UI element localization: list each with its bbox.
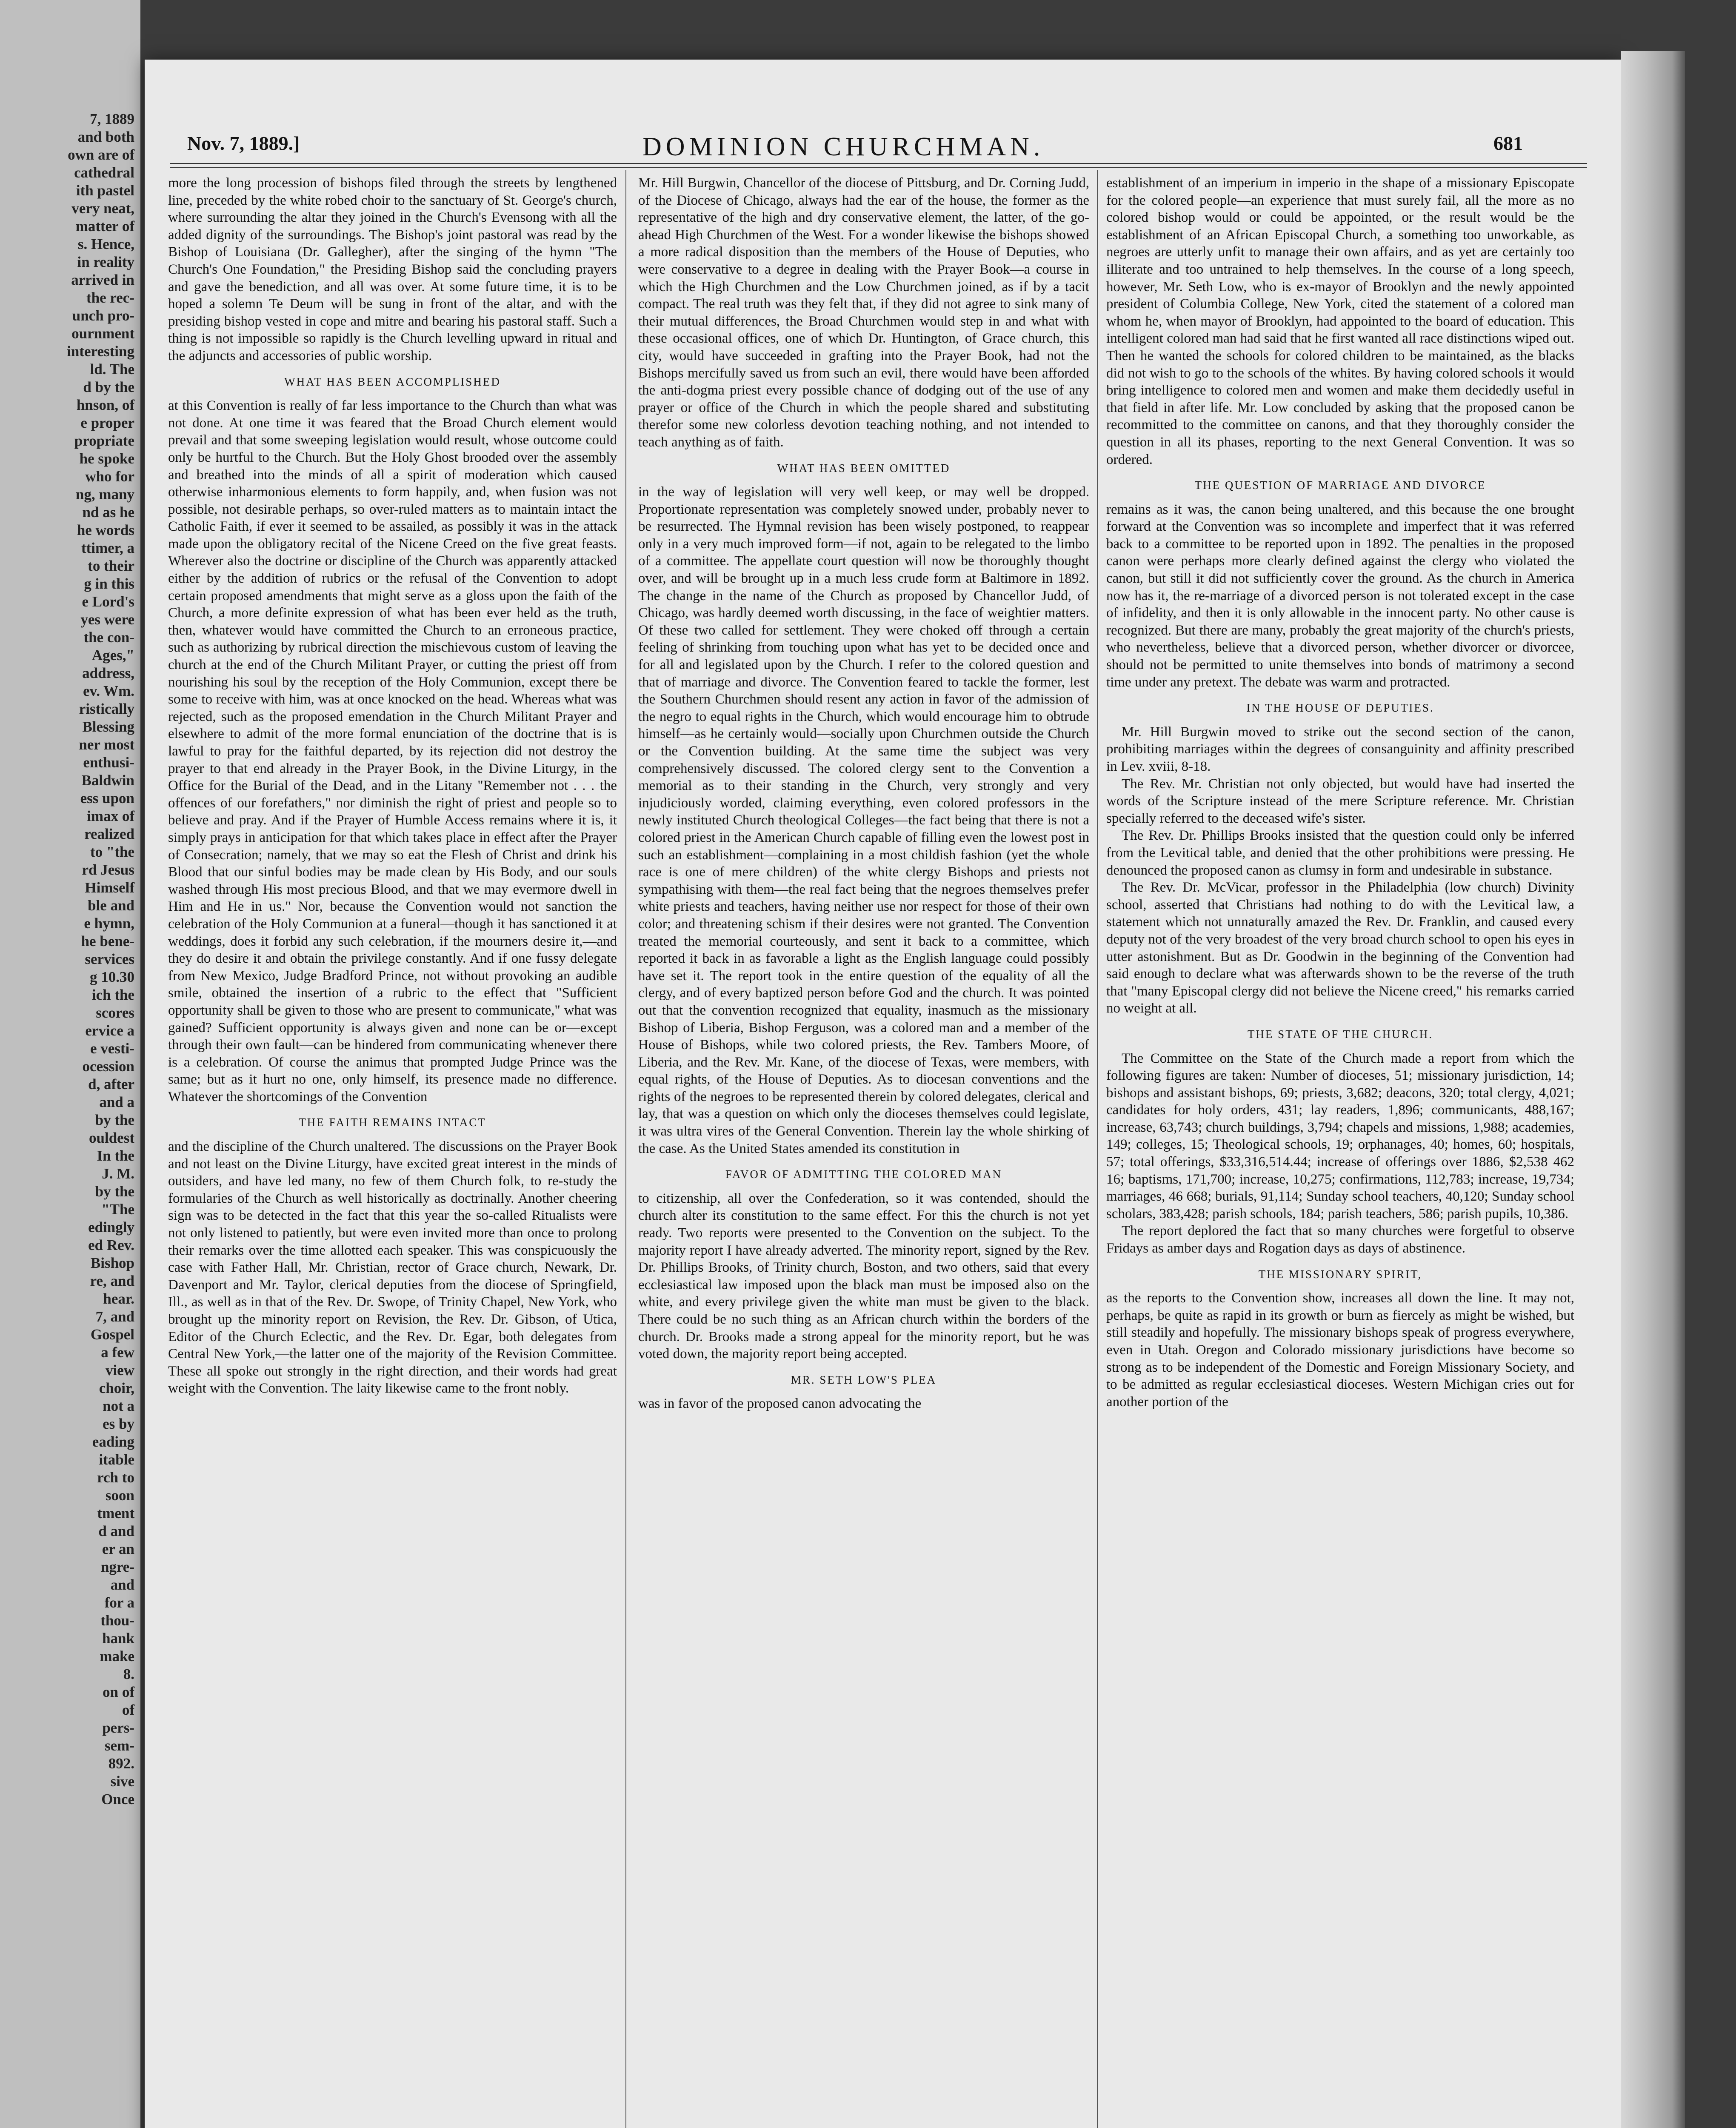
page-edge [1621,51,1685,2128]
header-rule [170,163,1587,164]
margin-fragment: er an [102,1541,134,1557]
column-divider [625,170,626,2128]
article-paragraph: Mr. Hill Burgwin, Chancellor of the diocese of Pittsburg, and Dr. Corning Judd, of the Diocese of Chicago, always had the ear of the house, the former as the representative of the high and dry conservative element, the latter, of the go-ahead High Churchmen of the West. For a wonder likewise the bishops showed a more radical disposition than the members of the House of Deputies, who were conservative to a degree in dealing with the Prayer Book—a course in which the High Churchmen and the Low Churchmen joined, as if by a tacit compact. The real truth was they felt that, if they did not agree to sink many of their mutual differences, the Broad Churchmen would step in and what with these occasional offices, one of which Dr. Huntington, of Grace church, this city, would have succeeded in grafting into the Prayer Book, had not the Bishops mercifully saved us from such an evil, there would have been afforded the anti-dogma priest every possible chance of dodging out of the use of any prayer or office of the Church in which the people shared and substituting therefor some new colorless devotion teaching nothing, and not intended to teach anything as of faith. [638,175,1089,450]
margin-fragment: 8. [123,1666,134,1682]
margin-fragment: itable [99,1451,134,1468]
margin-fragment: unch pro- [72,307,134,324]
margin-fragment: ngre- [100,1559,134,1575]
section-heading: THE STATE OF THE CHURCH. [1247,1027,1433,1041]
column-3 [1106,174,1574,2128]
margin-fragment: by the [95,1112,134,1128]
margin-fragment: s. Hence, [77,236,134,252]
margin-fragment: matter of [75,218,134,235]
margin-fragment: not a [103,1398,134,1414]
margin-fragment: sem- [105,1737,134,1754]
article-paragraph: The Rev. Dr. Phillips Brooks insisted that the question could only be inferred from the Levitical table, and denied that the other prohibitions were pressing. He denounced the proposed canon as clumsy in form and undesirable in substance. [1106,828,1574,878]
header-rule-thin [170,167,1587,168]
margin-fragment: he spoke [79,450,134,467]
margin-fragment: realized [84,826,134,842]
margin-fragment: ich the [91,987,134,1003]
margin-fragment: rch to [97,1469,134,1486]
margin-fragment: enthusi- [83,754,134,771]
margin-fragment: make [100,1648,134,1665]
margin-fragment: e hymn, [84,915,134,932]
margin-fragment: nd as he [82,504,134,521]
margin-fragment: es by [103,1416,134,1432]
margin-fragment: soon [105,1487,134,1504]
margin-fragment: pers- [102,1719,134,1736]
section-heading: THE QUESTION OF MARRIAGE AND DIVORCE [1194,479,1486,492]
margin-fragment: own are of [68,146,134,163]
margin-fragment: ttimer, a [81,540,134,556]
margin-fragment: ev. Wm. [83,683,134,699]
article-paragraph: in the way of legislation will very well keep, or may well be dropped. Proportionate representation was completely snowed under, probably never to be resurrected. The Hymnal revision has been wisely postponed, to reappear only in a very much improved form—if not, again to be relegated to the limbo of a committee. The appellate court question will now be thoroughly thought over, and will be brought up in a much less crude form at Baltimore in 1892. The change in the name of the Church as proposed by Chancellor Judd, of Chicago, was hardly deemed worth discussing, in the face of weightier matters. Of these two called for settlement. They were choked off through a certain feeling of shrinking from touching upon what has yet to be decided once and for all and legislated upon by the Church. I refer to the colored question and that of marriage and divorce. The Convention feared to tackle the former, lest the Southern Churchmen should resent any action in favor of the admission of the negro to equal rights in the Church, which would encourage him to obtrude himself—as he certainly would—socially upon Churchmen outside the Church or the Convention building. At the same time the subject was very comprehensively discussed. The colored clergy sent to the Convention a memorial as to their standing in the Church, very strongly and very injudiciously worded, claiming everything, even colored professors in the newly instituted Church theological Colleges—the fact being that there is not a colored priest in the American Church capable of filling even the lowest post in such an establishment—complaining in a most childish fashion (yet the whole race is one of mere children) of the white clergy Bishops and priests not sympathising with them—the real fact being that the negroes themselves prefer white priests and teachers, having neither use nor respect for those of their own color; and threatening schism if their desires were not granted. The Convention treated the memorial courteously, and sent it back to a committee, which reported it back in as favorable a light as the English language could possibly have set it. The report took in the entire question of the equality of all the clergy, and of every baptized person before God and the church. It was pointed out that the convention recognized that equality, inasmuch as the missionary Bishop of Liberia, Bishop Ferguson, was a colored man and a member of the House of Bishops, while two colored priests, the Rev. Tambers Moore, of Liberia, and the Rev. Mr. Kane, of the diocese of Texas, were members, with equal rights, of the House of Deputies. As to diocesan conventions and the rights of the negroes to be represented therein by colored delegates, clerical and lay, that was a question on which only the dioceses themselves could legislate, it was ultra vires of the General Convention. Therein lay the whole shirking of the case. As the United States amended its constitution in [638,484,1089,1156]
article-paragraph: as the reports to the Convention show, increases all down the line. It may not, perhaps, be quite as rapid in its growth or burn as fiercely as might be wished, but still steadily and hopefully. The missionary bishops speak of progress everywhere, even in Utah. Oregon and Colorado missionary jurisdictions have become so strong as to be independent of the Domestic and Foreign Missionary Society, and to be admitted as regular ecclesiastical dioceses. Western Michigan cries out for another portion of the [1106,1290,1574,1410]
margin-fragment: "The [101,1201,134,1218]
margin-fragment: scores [96,1004,134,1021]
margin-fragment: very neat, [71,200,134,217]
article-paragraph: The Rev. Mr. Christian not only objected, but would have had inserted the words of the Scripture instead of the mere Scripture reference. Mr. Christian specially referred to the deceased wife's sister. [1106,776,1574,826]
margin-fragment: ervice a [85,1022,134,1039]
margin-fragment: he bene- [81,933,134,950]
margin-fragment: sive [110,1773,134,1790]
issue-date: Nov. 7, 1889.] [187,132,300,154]
margin-fragment: the rec- [86,289,134,306]
margin-fragment: ess upon [80,790,134,807]
margin-fragment: d and [98,1523,134,1539]
margin-fragment: 7, 1889 [90,111,134,127]
margin-fragment: and a [99,1094,134,1110]
article-paragraph: at this Convention is really of far less importance to the Church than what was not done. At one time it was feared that the Broad Church element would prevail and that some sweeping legislation would result, whose outcome could only be hurtful to the Church. But the Holy Ghost brooded over the assembly and breathed into the minds of all a spirit of moderation which caused otherwise inharmonious elements to form happily, and, when fusion was not possible, not desirable perhaps, so over-ruled matters as to maintain intact the Catholic Faith, if ever it seemed to be assailed, as possibly it was in the attack made upon the obligatory recital of the Nicene Creed on the five great feasts. Wherever also the doctrine or discipline of the Church was apparently attacked either by the addition of rubrics or the refusal of the Convention to adopt certain proposed amendments that might serve as a gloss upon the faith of the Church, a more definite expression of what has been ever held as the truth, then, whatever would have committed the Church to an erroneous practice, such as authorizing by rubrical direction the mischievous custom of leaving the church at the end of the Church Militant Prayer, or cutting the priest off from nourishing his soul by the reception of the Holy Communion, except there be some to receive with him, was at once knocked on the head. Whereas what was rejected, such as the proposed emendation in the Church Militant Prayer and elsewhere to admit of the more formal enunciation of the doctrine that is is lawful to pray for the faithful departed, by its rejection did not destroy the prayer to that end already in the Prayer Book, in the Divine Liturgy, in the Office for the Burial of the Dead, and in the Litany "Remember not . . . the offences of our forefathers," nor diminish the right of priest and people so to believe and pray. And if the Prayer of Humble Access remains where it is, it simply prays in anticipation for that which takes place in effect after the Prayer of Consecration; namely, that we may so eat the Flesh of Christ and drink his Blood that our sinful bodies may be made clean by His Body, and our souls washed through His most precious Blood, and that we may evermore dwell in Him and He in us." Nor, because the Convention would not sanction the celebration of the Holy Communion at a funeral—though it has sanctioned it at weddings, does it forbid any such celebration, if the mourners desire it,—and they do desire it and obtain the privilege constantly. And if one fussy delegate from New Mexico, Judge Bradford Prince, not without provoking an audible smile, obtained the insertion of a rubric to the effect that "Sufficient opportunity shall be given to those who are present to communicate," what was gained? Sufficient opportunity is always given and none can be or—except through their own fault—can be hindered from communicating whenever there is a celebration. Of course the animus that prompted Judge Prince was the same; but as it hurt no one, only himself, its presence made no difference. Whatever the shortcomings of the Convention [168,398,617,1104]
margin-fragment: by the [95,1183,134,1200]
article-paragraph: more the long procession of bishops filed through the streets by lengthened line, preceded by the white robed choir to the sanctuary of St. George's church, where surrounding the altar they joined in the Church's Evensong with all the added dignity of the surroundings. The Bishop's joint pastoral was read by the Bishop of Louisiana (Dr. Gallegher), after the singing of the hymn "The Church's One Foundation," the Presiding Bishop said the concluding prayers and gave the benediction, and all was over. At some future time, it is to be hoped a solemn Te Deum will be sung in front of the altar, and with the presiding bishop vested in cope and mitre and bearing his pastoral staff. Such a thing is not impossible so rapidly is the Church levelling upward in ritual and the adjuncts and accessories of public worship. [168,175,617,363]
article-paragraph: The report deplored the fact that so many churches were forgetful to observe Fridays as amber days and Rogation days as days of abstinence. [1106,1223,1574,1256]
article-paragraph: was in favor of the proposed canon advocating the [638,1396,922,1412]
margin-fragment: propriate [74,432,134,449]
margin-fragment: ble and [88,897,134,914]
margin-fragment: g 10.30 [90,969,134,985]
margin-fragment: e proper [80,415,134,431]
article-paragraph: The Committee on the State of the Church made a report from which the following figures are taken: Number of dioceses, 51; missionary jurisdiction, 14; bishops and assistant bishops, 69; priests, 3,682; deacons, 320; total clergy, 4,021; candidates for holy orders, 431; lay readers, 1,896; communicants, 488,167; increase, 63,743; church buildings, 3,794; chapels and missions, 1,988; academies, 149; colleges, 15; Theological schools, 19; orphanages, 40; homes, 60; hospitals, 57; total offerings, $33,316,514.44; increase of offerings over 1886, $2,538 462 16; baptisms, 171,700; increase, 10,275; confirmations, 112,783; increase, 19,734; marriages, 46 668; burials, 91,114; Sunday school teachers, 40,120; Sunday school scholars, 383,428; parish schools, 184; parish teachers, 586; parish pupils, 10,386. [1106,1050,1574,1221]
article-paragraph: remains as it was, the canon being unaltered, and this because the one brought forward at the Convention was so incomplete and imperfect that it was referred back to a committee to be reported upon in 1892. The penalties in the proposed canon were perhaps more clearly defined against the clergy who violated the canon, but still it did not sufficiently cover the ground. As the church in America now has it, the re-marriage of a divorced person is not tolerated except in the case of infidelity, and then it is only allowable in the innocent party. No other cause is recognized. But there are many, probably the great majority of the church's priests, who nevertheless, believe that a divorced person, whether divorcer or divorcee, should not be permitted to unite themselves into bonds of matrimony a second time under any pretext. The debate was warm and protracted. [1106,501,1574,690]
margin-fragment: thou- [100,1612,134,1629]
article-paragraph: to citizenship, all over the Confederation, so it was contended, should the church alter its constitution to the same effect. For this the church is not yet ready. Two reports were presented to the Convention on the subject. To the majority report I have already adverted. The minority report, signed by the Rev. Dr. Phillips Brooks, of Trinity church, Boston, and two others, said that every ecclesiastical law imposed upon the black man must be imposed also on the white, and every privilege given the white man must be given to the black. There could be no such thing as an African church within the borders of the church. Dr. Brooks made a strong appeal for the minority report, but he was voted down, the majority report being accepted. [638,1190,1089,1362]
margin-fragment: hnson, of [76,397,134,413]
margin-fragment: edingly [88,1219,134,1236]
margin-fragment: of [122,1702,134,1718]
margin-fragment: ith pastel [76,182,134,199]
adjacent-page-strip [0,0,140,2128]
newspaper-page [145,60,1621,2128]
margin-fragment: re, and [90,1273,134,1289]
margin-fragment: Blessing [82,718,134,735]
margin-fragment: In the [97,1147,134,1164]
margin-fragment: ed Rev. [88,1237,134,1253]
article-paragraph: and the discipline of the Church unaltered. The discussions on the Prayer Book and not least on the Divine Liturgy, have excited great interest in the minds of outsiders, and have led many, no few of them Church folk, to re-study the formularies of the Church as well historically as doctrinally. Another cheering sign was to be detected in the fact that this year the so-called Ritualists were not only listened to patiently, but were even invited more than once to prolong their remarks over the time allotted each speaker. This was conspicuously the case with Father Hall, Mr. Christian, rector of Grace church, Newark, Dr. Davenport and Mr. Taylor, clerical deputies from the diocese of Springfield, Ill., as well as in that of the Rev. Dr. Swope, of Trinity Chapel, New York, who brought up the minority report on Revision, the Rev. Dr. Gibson, of Utica, Editor of the Church Eclectic, and the Rev. Dr. Egar, both delegates from Central New York,—the latter one of the majority of the Revision Committee. These all spoke out strongly in the right direction, and their words had great weight with the Convention. The laity likewise came to the front nobly. [168,1139,617,1396]
margin-fragment: services [85,951,134,967]
margin-fragment: hear. [103,1290,134,1307]
margin-fragment: and both [77,129,134,145]
section-heading: WHAT HAS BEEN OMITTED [777,461,951,475]
section-heading: THE MISSIONARY SPIRIT, [1258,1267,1422,1281]
section-heading: FAVOR OF ADMITTING THE COLORED MAN [725,1168,1002,1181]
article-paragraph: establishment of an imperium in imperio in the shape of a missionary Episcopate for the colored people—an experience that must surely fail, all the more as no colored bishop would or could be appointed, or the result would be the establishment of an African Episcopal Church, a something too unworkable, as negroes are utterly unfit to manage their own affairs, and as yet are certainly too illiterate and too untrained to help themselves. In the course of a long speech, however, Mr. Seth Low, who is ex-mayor of Brooklyn and the newly appointed president of Columbia College, New York, cited the statement of a colored man whom he, when mayor of Brooklyn, had appointed to the board of education. This intelligent colored man had said that he first wanted all race distinctions wiped out. Then he wanted the schools for colored children to be maintained, as the blacks did not wish to go to the schools of the whites. By having colored schools it would bring intelligence to colored men and women and make them decidedly useful in that field in after life. Mr. Low concluded by asking that the proposed canon be recommitted to the committee on canons, and that they thoroughly consider the question in all its phases, reporting to the next General Convention. It was so ordered. [1106,175,1574,467]
margin-fragment: Baldwin [81,772,134,789]
margin-fragment: Gospel [90,1326,134,1343]
margin-fragment: to their [88,558,134,574]
margin-fragment: d, after [88,1076,134,1093]
article-paragraph: The Rev. Dr. McVicar, professor in the Philadelphia (low church) Divinity school, asserted that Christians had nothing to do with the Levitical law, a statement which not unnaturally amazed the Rev. Dr. Franklin, and caused every deputy not of the very broadest of the very broad church school to open his eyes in utter astonishment. But as Dr. Goodwin in the beginning of the Convention had said enough to declare what was afterwards shown to be the reverse of the truth that "many Episcopal clergy did not believe the Nicene creed," his remarks carried no weight at all. [1106,880,1574,1016]
margin-fragment: rd Jesus [82,861,134,878]
margin-fragment: d by the [83,379,134,395]
margin-fragment: view [105,1362,134,1379]
article-paragraph: Mr. Hill Burgwin moved to strike out the second section of the canon, prohibiting marriages within the degrees of consanguinity and affinity prescribed in Lev. xviii, 8-18. [1106,724,1574,774]
margin-fragment: ocession [82,1058,134,1075]
margin-fragment: Ages," [91,647,134,664]
margin-fragment: address, [82,665,134,681]
margin-fragment: tment [97,1505,134,1522]
margin-fragment: ner most [79,736,134,753]
margin-fragment: who for [85,468,134,485]
margin-fragment: ng, many [75,486,134,503]
margin-fragment: Bishop [90,1255,134,1271]
section-heading: WHAT HAS BEEN ACCOMPLISHED [284,375,501,388]
margin-fragment: hank [102,1630,134,1647]
margin-fragment: ouldest [89,1130,134,1146]
margin-fragment: interesting [67,343,134,360]
page-number: 681 [1493,132,1523,154]
margin-fragment: e Lord's [82,593,134,610]
column-2 [638,174,1089,2128]
margin-fragment: ournment [71,325,134,342]
margin-fragment: Himself [85,879,134,896]
margin-fragment: cathedral [74,164,134,181]
section-heading: MR. SETH LOW'S PLEA [791,1373,937,1386]
margin-fragment: 892. [108,1755,134,1772]
margin-fragment: a few [101,1344,134,1361]
margin-fragment: imax of [87,808,134,824]
margin-fragment: ld. The [90,361,134,378]
margin-fragment: in reality [77,254,134,270]
margin-fragment: he words [77,522,134,538]
margin-fragment: e vesti- [90,1040,134,1057]
margin-fragment: to "the [90,844,134,860]
column-divider [1097,170,1098,2128]
section-heading: IN THE HOUSE OF DEPUTIES. [1246,701,1434,715]
margin-fragment: 7, and [95,1308,134,1325]
margin-fragment: choir, [99,1380,134,1396]
margin-fragment: Once [101,1791,134,1808]
margin-fragment: arrived in [71,272,134,288]
margin-fragment: ristically [79,701,134,717]
column-1 [168,174,617,2128]
margin-fragment: the con- [83,629,134,646]
margin-fragment: eading [92,1433,134,1450]
margin-fragment: yes were [80,611,134,628]
margin-fragment: on of [103,1684,134,1700]
margin-fragment: g in this [84,575,134,592]
margin-fragment: J. M. [102,1165,134,1182]
margin-fragment: for a [104,1594,134,1611]
margin-fragment: and [110,1576,134,1593]
masthead-title: DOMINION CHURCHMAN. [642,132,1045,161]
section-heading: THE FAITH REMAINS INTACT [299,1116,486,1129]
